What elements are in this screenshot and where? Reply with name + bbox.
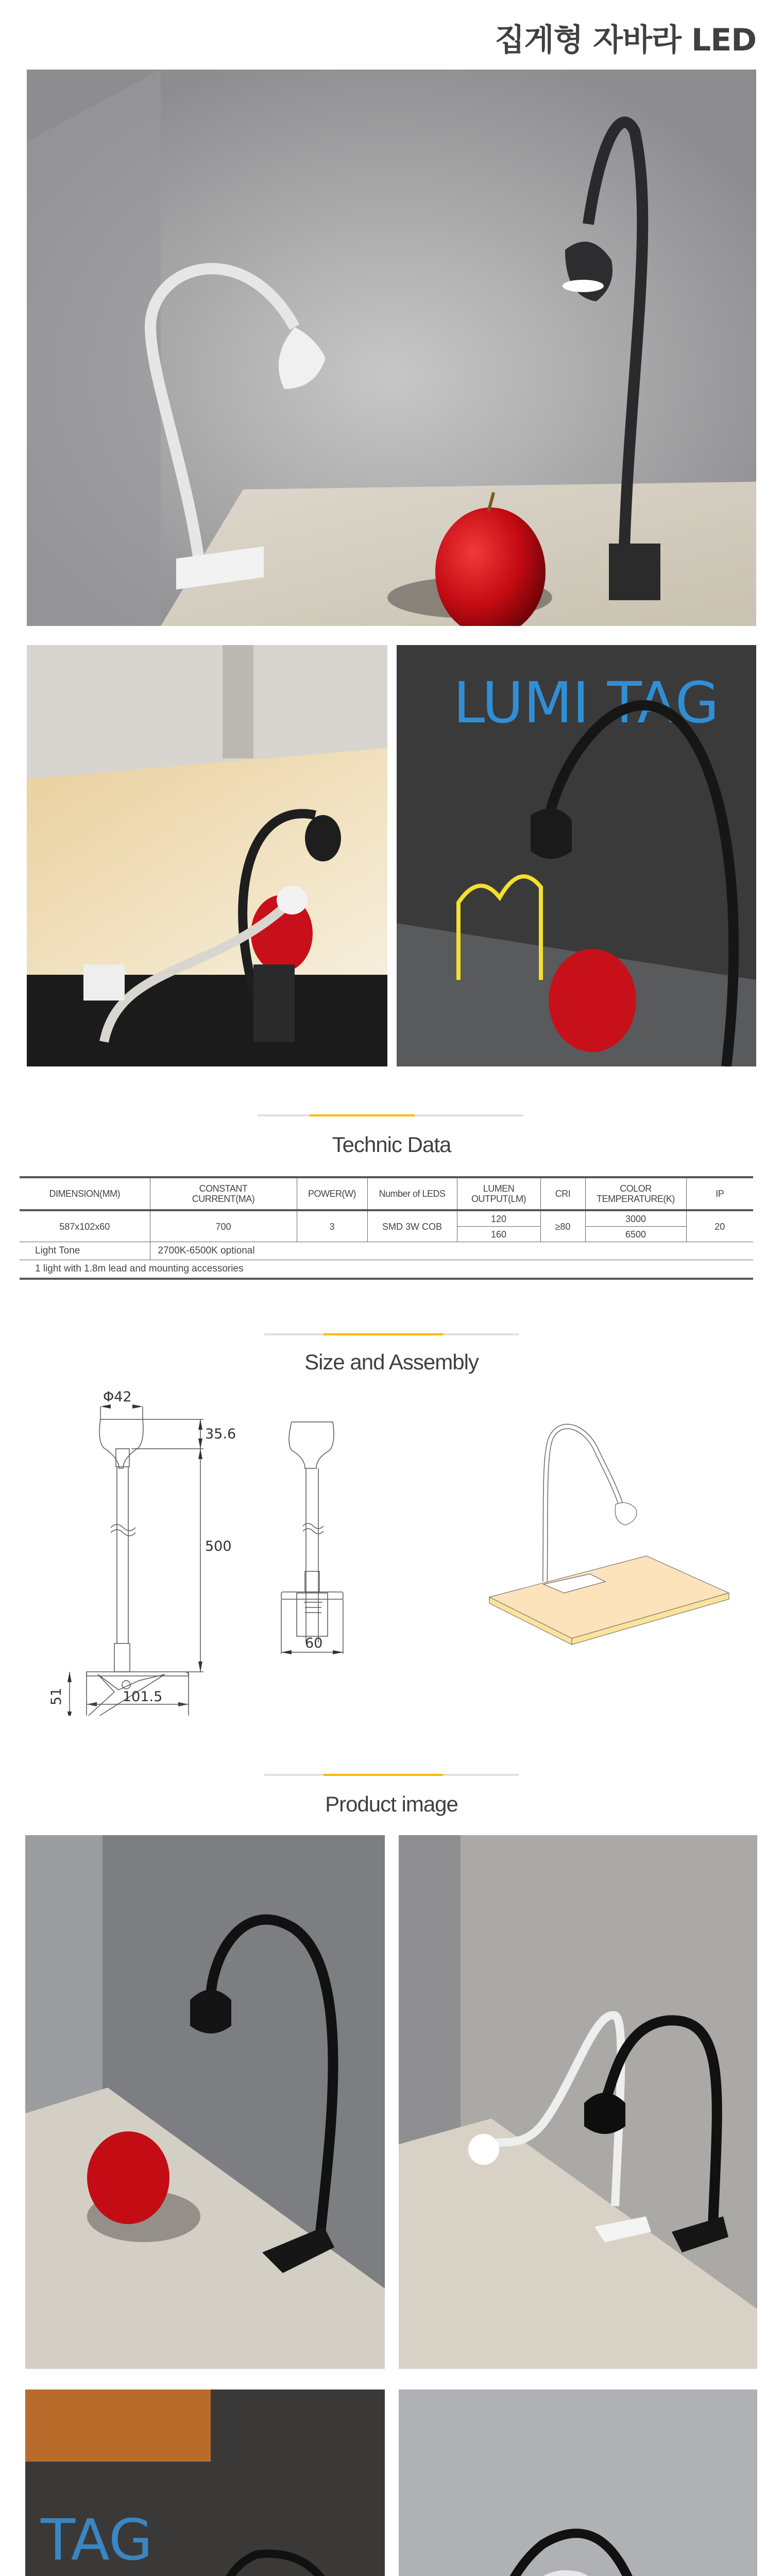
cell-current: 700	[150, 1210, 297, 1242]
dim-clip-depth: 60	[305, 1635, 323, 1651]
product-image-3	[25, 2389, 385, 2576]
spring-coil	[304, 1602, 322, 1613]
page-title: 집게형 자바라 LED	[495, 22, 756, 58]
product-image-1	[25, 1835, 385, 2369]
dim-head-diameter: Φ42	[103, 1389, 132, 1405]
side-view-drawing	[268, 1391, 381, 1716]
light-tone-label: Light Tone	[20, 1242, 150, 1260]
lumi-tag-sign: LUMI TAG	[453, 670, 719, 736]
header-leds: Number of LEDS	[367, 1177, 457, 1210]
dim-neck-length: 500	[205, 1538, 232, 1554]
tag-sign: TAG	[41, 2507, 153, 2573]
front-view-drawing	[31, 1381, 258, 1716]
side-head-outline	[289, 1422, 334, 1468]
cell-ip: 20	[686, 1210, 753, 1242]
dim-clip-height: 51	[48, 1687, 64, 1705]
dim-head-height: 35.6	[205, 1426, 236, 1442]
product-image-2-illustration	[399, 1835, 757, 2369]
product-image-4-illustration	[399, 2389, 757, 2576]
cell-leds: SMD 3W COB	[367, 1210, 457, 1242]
product-image-2	[399, 1835, 757, 2369]
break-mark	[111, 1524, 135, 1536]
header-color-temp: COLOR TEMPERATURE(K)	[585, 1177, 686, 1210]
assembly-drawing	[484, 1412, 742, 1700]
header-dimension: DIMENSION(MM)	[20, 1177, 150, 1210]
lamp-head-outline	[99, 1419, 143, 1468]
section-divider-size	[264, 1333, 519, 1335]
package-note: 1 light with 1.8m lead and mounting accessories	[20, 1260, 753, 1279]
cell-lumen-2: 160	[457, 1227, 540, 1242]
product-image-1-illustration	[25, 1835, 385, 2369]
header-power: POWER(W)	[297, 1177, 367, 1210]
dim-clip-width: 101.5	[123, 1689, 163, 1705]
assembly-lamp-head	[615, 1503, 637, 1525]
light-tone-value: 2700K-6500K optional	[150, 1242, 753, 1260]
header-ip: IP	[686, 1177, 753, 1210]
header-current: CONSTANT CURRENT(MA)	[150, 1177, 297, 1210]
cell-lumen-1: 120	[457, 1210, 540, 1227]
section-heading-size: Size and Assembly	[304, 1350, 479, 1374]
section-divider-technic	[258, 1114, 523, 1116]
light-tone-row	[20, 1242, 753, 1260]
product-image-4	[399, 2389, 757, 2576]
photo-crossed-lamps	[27, 645, 387, 1066]
package-note-row	[20, 1260, 753, 1279]
section-heading-product: Product image	[325, 1792, 458, 1816]
hero-photo	[27, 70, 756, 626]
hero-photo-illustration	[27, 70, 756, 626]
cell-dimension: 587x102x60	[20, 1210, 150, 1242]
desk-top	[489, 1556, 729, 1638]
spec-data-row	[20, 1210, 753, 1227]
clip-top	[87, 1672, 189, 1676]
cell-color-temp-1: 3000	[585, 1210, 686, 1227]
photo-crossed-lamps-illustration	[27, 645, 387, 1066]
cell-power: 3	[297, 1210, 367, 1242]
photo-lumi-tag-chair-illustration	[397, 645, 756, 1066]
header-cri: CRI	[540, 1177, 585, 1210]
spec-header-row	[20, 1177, 753, 1210]
section-heading-technic: Technic Data	[332, 1132, 451, 1157]
photo-lumi-tag-chair	[397, 645, 756, 1066]
cell-cri: ≥80	[540, 1210, 585, 1242]
header-lumen: LUMEN OUTPUT(LM)	[457, 1177, 540, 1210]
cell-color-temp-2: 6500	[585, 1227, 686, 1242]
product-image-3-illustration	[25, 2389, 385, 2576]
spec-table	[20, 1176, 753, 1280]
section-divider-product	[264, 1774, 519, 1776]
